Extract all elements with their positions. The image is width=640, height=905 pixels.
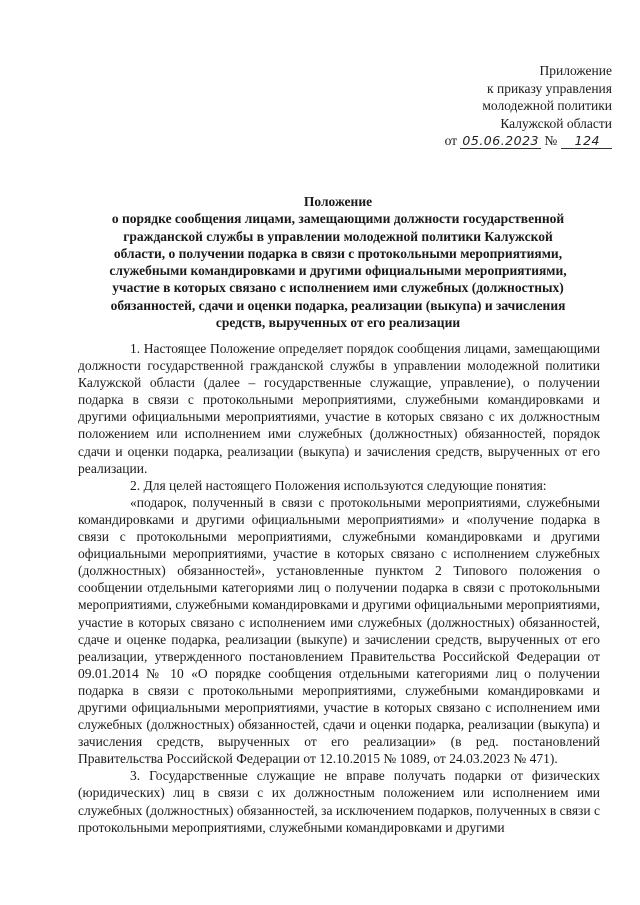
paragraph-2: 2. Для целей настоящего Положения используются следующие понятия: bbox=[130, 477, 547, 493]
handwritten-number: 124 bbox=[561, 133, 612, 149]
title-subtitle: о порядке сообщения лицами, замещающими должности государственной гражданской службы в управлении молодежной политики Калужской области, о получении подарка в связи с протокольными мероприятиями, служебными командировками и другими официальными мероприятиями, участие в которых связано с исполнением ими служебных (должностных) обязанностей, сдачи и оценки подарка, реализации (выкупа) и зачисления средств, вырученных от его реализации bbox=[109, 211, 567, 331]
appendix-label: Приложение bbox=[539, 63, 612, 78]
paragraph-2-definitions: «подарок, полученный в связи с протокольными мероприятиями, служебными командировками и другими официальными мероприятиями» и «получение подарка в связи с протокольными мероприятиями, служебными командировками и другими официальными мероприятиями, участие в которых связано с исполнением служебных (должностных) обязанностей», установленные пунктом 2 Типового положения о сообщении отдельными категориями лиц о получении подарка в связи с протокольными мероприятиями, служебными командировками и другими официальными мероприятиями, участие в которых связано с исполнением ими служебных (должностных) обязанностей, сдаче и оценке подарка, реализации (выкупе) и зачислении средств, вырученных от его реализации, утвержденного постановлением Правительства Российской Федерации от 09.01.2014 № 10 «О порядке сообщения отдельными категориями лиц о получении подарка в связи с протокольными мероприятиями, служебными командировками и другими официальными мероприятиями, участие в которых связано с исполнением ими служебных (должностных) обязанностей, сдачи и оценки подарка, реализации (выкупа) и зачисления средств, вырученных от его реализации» (в ред. постановлений Правительства Российской Федерации от 12.10.2015 № 1089, от 24.03.2023 № 471). bbox=[78, 494, 600, 767]
paragraph-1: 1. Настоящее Положение определяет порядок сообщения лицами, замещающими должности государственной гражданской службы в управлении молодежной политики Калужской области (далее – государственные служащие, управление), о получении подарка в связи с протокольными мероприятиями, служебными командировками и другими официальными мероприятиями, участие в которых связано с их должностным положением или исполнением ими служебных (должностных) обязанностей, порядок сдачи и оценки подарка, реализации (выкупа) и зачисления средств, вырученных от его реализации. bbox=[78, 341, 600, 476]
appendix-header bbox=[445, 62, 612, 150]
document-title bbox=[96, 193, 580, 331]
order-date-number-line bbox=[445, 132, 612, 150]
title-heading: Положение bbox=[303, 194, 373, 209]
appendix-order-line: к приказу управления bbox=[487, 80, 612, 96]
handwritten-date: 05.06.2023 bbox=[462, 133, 539, 148]
appendix-department-line: молодежной политики bbox=[482, 98, 612, 113]
paragraph-3: 3. Государственные служащие не вправе получать подарки от физических (юридических) лиц в связи с их должностным положением или исполнением ими служебных (должностных) обязанностей, за исключением подарков, полученных в связи с протокольными мероприятиями, служебными командировками и другими bbox=[78, 768, 600, 835]
number-prefix: № bbox=[544, 133, 558, 148]
document-body bbox=[78, 340, 600, 836]
from-prefix: от bbox=[444, 133, 458, 148]
appendix-region-line: Калужской области bbox=[500, 115, 612, 131]
